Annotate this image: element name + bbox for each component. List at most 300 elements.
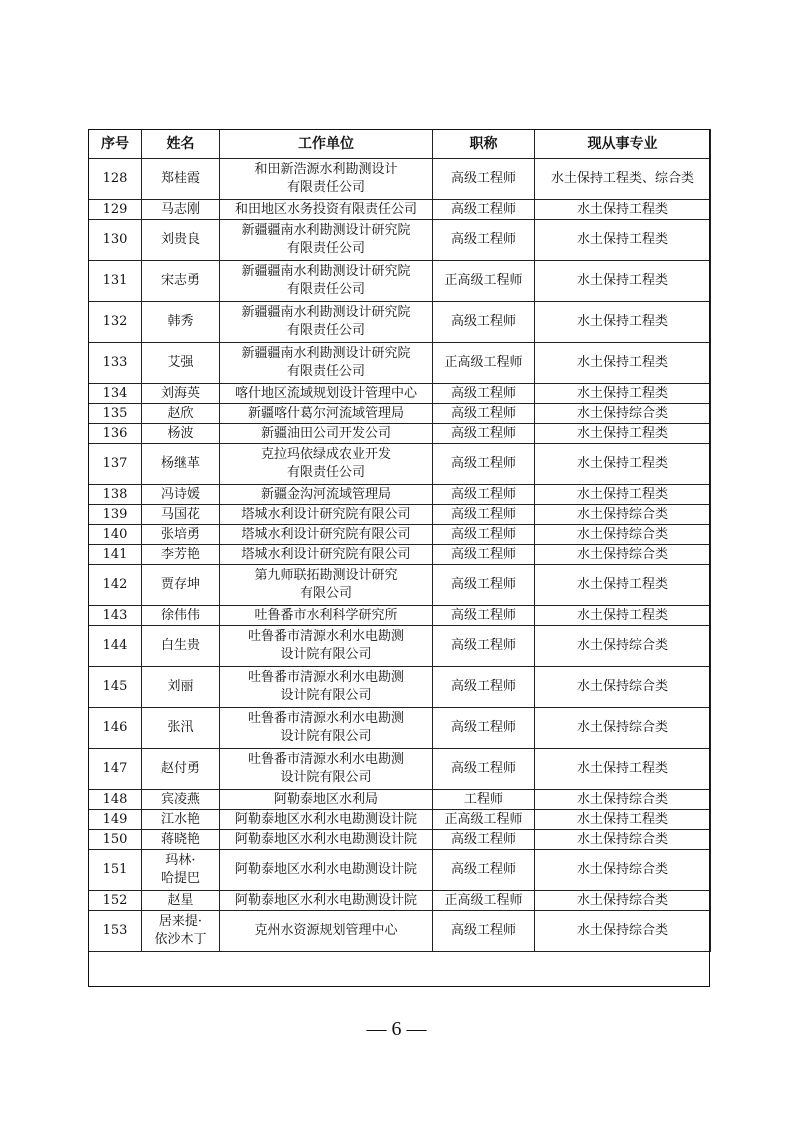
cell-unit-text: 设计院有限公司 [280, 647, 372, 662]
cell-title-text: 高级工程师 [450, 201, 516, 217]
cell-title [433, 708, 535, 749]
cell-unit [220, 891, 433, 911]
cell-name-text: 白生贵 [160, 638, 200, 653]
cell-specialty-text: 水土保持综合类 [576, 923, 668, 938]
cell-specialty [535, 485, 711, 505]
cell-unit [220, 384, 433, 404]
cell-specialty [535, 444, 711, 485]
cell-unit-text: 阿勒泰地区水利局 [273, 791, 378, 807]
cell-name [142, 545, 220, 565]
cell-title [433, 220, 535, 261]
cell-specialty [535, 810, 711, 830]
cell-unit [220, 200, 433, 220]
cell-unit-text: 有限责任公司 [286, 323, 365, 338]
cell-unit-text: 阿勒泰地区水利水电勘测设计院 [234, 862, 417, 877]
table-body [89, 159, 711, 952]
cell-specialty [535, 891, 711, 911]
cell-name-text: 刘贵良 [160, 232, 200, 247]
cell-title-text: 工程师 [463, 791, 503, 807]
cell-serial-text: 130 [102, 232, 128, 247]
cell-serial [89, 159, 142, 200]
cell-serial [89, 424, 142, 444]
cell-specialty [535, 525, 711, 545]
cell-name-text: 郑桂霞 [160, 171, 200, 186]
cell-title-text: 高级工程师 [450, 638, 516, 653]
cell-specialty [535, 626, 711, 667]
cell-unit-text: 阿勒泰地区水利水电勘测设计院 [234, 892, 417, 908]
cell-title [433, 667, 535, 708]
cell-specialty-text: 水土保持综合类 [576, 892, 668, 908]
cell-title-text: 正高级工程师 [444, 892, 523, 908]
cell-serial [89, 708, 142, 749]
cell-specialty-text: 水土保持综合类 [576, 526, 668, 542]
cell-name [142, 424, 220, 444]
cell-title-text: 高级工程师 [450, 506, 516, 522]
cell-title-text: 高级工程师 [450, 425, 516, 441]
table-row [89, 302, 711, 343]
cell-specialty-text: 水土保持综合类 [576, 546, 668, 562]
cell-unit [220, 525, 433, 545]
cell-serial-text: 152 [102, 892, 128, 908]
cell-name-text: 赵欣 [167, 405, 194, 421]
table-row [89, 830, 711, 850]
cell-unit [220, 565, 433, 606]
cell-name-text: 刘丽 [167, 679, 194, 694]
cell-unit-text: 设计院有限公司 [280, 770, 372, 785]
cell-title [433, 830, 535, 850]
cell-unit-text: 吐鲁番市清源水利水电勘测 [247, 752, 404, 767]
cell-specialty-text: 水土保持工程类 [576, 761, 668, 776]
cell-name [142, 626, 220, 667]
cell-specialty [535, 667, 711, 708]
cell-unit-text: 第九师联拓勘测设计研究 [254, 568, 398, 583]
table-row [89, 424, 711, 444]
cell-title-text: 高级工程师 [450, 405, 516, 421]
cell-specialty [535, 261, 711, 302]
table-row [89, 200, 711, 220]
cell-unit [220, 220, 433, 261]
cell-name-text: 依沙木丁 [154, 932, 207, 947]
cell-title [433, 343, 535, 384]
cell-serial-text: 146 [102, 720, 128, 735]
cell-serial-text: 153 [102, 923, 128, 938]
cell-specialty-text: 水土保持综合类 [576, 831, 668, 847]
cell-name [142, 384, 220, 404]
cell-unit-text: 克拉玛依绿成农业开发 [260, 447, 391, 462]
cell-unit-text: 塔城水利设计研究院有限公司 [241, 506, 411, 522]
cell-unit-text: 塔城水利设计研究院有限公司 [241, 526, 411, 542]
cell-unit-text: 吐鲁番市清源水利水电勘测 [247, 670, 404, 685]
cell-unit-text: 设计院有限公司 [280, 688, 372, 703]
cell-name-text: 冯诗媛 [160, 486, 200, 502]
cell-unit-text: 新疆疆南水利勘测设计研究院 [241, 264, 411, 279]
table-row [89, 708, 711, 749]
cell-specialty-text: 水土保持工程类 [576, 385, 668, 401]
table-row [89, 749, 711, 790]
cell-serial-text: 134 [102, 385, 128, 401]
table-row [89, 850, 711, 891]
cell-specialty-text: 水土保持工程类 [576, 355, 668, 370]
cell-title-text: 正高级工程师 [444, 811, 523, 827]
cell-specialty [535, 159, 711, 200]
cell-name-text: 张培勇 [160, 526, 200, 542]
cell-name-text: 江水艳 [160, 811, 200, 827]
cell-name [142, 159, 220, 200]
cell-unit [220, 485, 433, 505]
cell-unit-text: 阿勒泰地区水利水电勘测设计院 [234, 811, 417, 827]
cell-serial [89, 749, 142, 790]
cell-serial [89, 545, 142, 565]
cell-serial [89, 384, 142, 404]
cell-title [433, 159, 535, 200]
cell-title-text: 高级工程师 [450, 385, 516, 401]
cell-name [142, 667, 220, 708]
table-row [89, 911, 711, 952]
cell-unit-text: 有限责任公司 [286, 465, 365, 480]
cell-specialty-text: 水土保持工程类 [576, 577, 668, 592]
cell-serial [89, 830, 142, 850]
cell-specialty-text: 水土保持工程类 [576, 607, 668, 623]
cell-unit-text: 有限责任公司 [286, 241, 365, 256]
cell-serial-text: 149 [102, 811, 128, 827]
cell-specialty [535, 545, 711, 565]
table-row [89, 891, 711, 911]
cell-name [142, 891, 220, 911]
cell-specialty [535, 384, 711, 404]
cell-serial [89, 343, 142, 384]
header-serial: 序号 [89, 130, 142, 159]
cell-specialty-text: 水土保持综合类 [576, 638, 668, 653]
table-row [89, 790, 711, 810]
cell-specialty-text: 水土保持工程类 [576, 486, 668, 502]
cell-serial [89, 606, 142, 626]
cell-specialty [535, 343, 711, 384]
cell-serial-text: 135 [102, 405, 128, 421]
cell-title-text: 高级工程师 [450, 526, 516, 542]
table-row [89, 384, 711, 404]
cell-title [433, 565, 535, 606]
cell-specialty-text: 水土保持综合类 [576, 679, 668, 694]
cell-serial-text: 145 [102, 679, 128, 694]
cell-serial-text: 131 [102, 273, 128, 288]
header-specialty: 现从事专业 [535, 130, 711, 159]
cell-title [433, 485, 535, 505]
cell-title-text: 高级工程师 [450, 232, 516, 247]
cell-title [433, 891, 535, 911]
cell-specialty-text: 水土保持工程类 [576, 314, 668, 329]
cell-name-text: 韩秀 [167, 314, 194, 329]
cell-specialty [535, 606, 711, 626]
cell-specialty [535, 505, 711, 525]
cell-unit-text: 新疆油田公司开发公司 [260, 425, 391, 441]
header-title: 职称 [433, 130, 535, 159]
cell-serial [89, 790, 142, 810]
cell-unit [220, 545, 433, 565]
cell-serial [89, 444, 142, 485]
cell-serial-text: 144 [102, 638, 128, 653]
cell-serial [89, 220, 142, 261]
table-row [89, 485, 711, 505]
cell-title-text: 高级工程师 [450, 761, 516, 776]
cell-specialty [535, 850, 711, 891]
table-row [89, 606, 711, 626]
cell-unit [220, 708, 433, 749]
cell-name [142, 220, 220, 261]
cell-unit-text: 新疆喀什葛尔河流域管理局 [247, 405, 404, 421]
cell-unit-text: 和田地区水务投资有限责任公司 [234, 201, 417, 217]
cell-specialty-text: 水土保持工程类 [576, 456, 668, 471]
table-row [89, 404, 711, 424]
cell-unit-text: 克州水资源规划管理中心 [254, 923, 398, 938]
cell-specialty [535, 790, 711, 810]
cell-serial [89, 911, 142, 952]
cell-serial [89, 565, 142, 606]
cell-specialty-text: 水土保持工程类 [576, 425, 668, 441]
cell-title [433, 505, 535, 525]
cell-name [142, 302, 220, 343]
cell-serial-text: 128 [102, 171, 128, 186]
table-row [89, 343, 711, 384]
cell-title [433, 404, 535, 424]
cell-unit [220, 404, 433, 424]
table-row [89, 545, 711, 565]
cell-title-text: 高级工程师 [450, 862, 516, 877]
cell-name [142, 565, 220, 606]
cell-name-text: 杨波 [167, 425, 194, 441]
cell-serial-text: 143 [102, 607, 128, 623]
cell-serial-text: 150 [102, 831, 128, 847]
cell-specialty [535, 302, 711, 343]
cell-specialty-text: 水土保持工程类 [576, 201, 668, 217]
cell-serial [89, 261, 142, 302]
cell-name [142, 708, 220, 749]
cell-serial-text: 151 [102, 862, 128, 877]
cell-unit-text: 新疆疆南水利勘测设计研究院 [241, 346, 411, 361]
cell-serial [89, 505, 142, 525]
cell-specialty-text: 水土保持综合类 [576, 791, 668, 807]
cell-unit [220, 626, 433, 667]
cell-serial-text: 140 [102, 526, 128, 542]
cell-specialty-text: 水土保持综合类 [576, 506, 668, 522]
cell-unit-text: 阿勒泰地区水利水电勘测设计院 [234, 831, 417, 847]
cell-name-text: 李芳艳 [160, 546, 200, 562]
table-row [89, 626, 711, 667]
cell-serial [89, 850, 142, 891]
cell-unit [220, 444, 433, 485]
cell-name [142, 830, 220, 850]
page-number: — 6 — [366, 1018, 427, 1040]
cell-name [142, 404, 220, 424]
cell-title [433, 790, 535, 810]
cell-name-text: 蒋晓艳 [160, 831, 200, 847]
cell-serial [89, 891, 142, 911]
cell-unit [220, 667, 433, 708]
cell-name-text: 居来提· [158, 914, 203, 929]
cell-name-text: 赵付勇 [160, 761, 200, 776]
cell-title [433, 525, 535, 545]
cell-unit-text: 吐鲁番市清源水利水电勘测 [247, 711, 404, 726]
cell-specialty-text: 水土保持工程类 [576, 811, 668, 827]
cell-serial [89, 200, 142, 220]
cell-title-text: 高级工程师 [450, 171, 516, 186]
cell-name [142, 810, 220, 830]
cell-title-text: 高级工程师 [450, 314, 516, 329]
cell-unit [220, 159, 433, 200]
table-row [89, 810, 711, 830]
cell-name [142, 606, 220, 626]
cell-serial [89, 404, 142, 424]
cell-serial-text: 141 [102, 546, 128, 562]
cell-specialty [535, 708, 711, 749]
cell-unit-text: 有限责任公司 [286, 180, 365, 195]
cell-unit-text: 新疆疆南水利勘测设计研究院 [241, 305, 411, 320]
cell-unit-text: 吐鲁番市水利科学研究所 [254, 607, 398, 623]
cell-serial-text: 148 [102, 791, 128, 807]
header-name: 姓名 [142, 130, 220, 159]
cell-specialty [535, 404, 711, 424]
table-row [89, 505, 711, 525]
cell-unit [220, 911, 433, 952]
table-row [89, 261, 711, 302]
cell-name [142, 525, 220, 545]
cell-specialty-text: 水土保持综合类 [576, 720, 668, 735]
cell-unit [220, 810, 433, 830]
cell-title-text: 正高级工程师 [444, 273, 523, 288]
cell-serial-text: 147 [102, 761, 128, 776]
cell-title-text: 高级工程师 [450, 607, 516, 623]
cell-serial [89, 626, 142, 667]
cell-title [433, 911, 535, 952]
cell-title-text: 高级工程师 [450, 456, 516, 471]
cell-title [433, 545, 535, 565]
cell-name-text: 哈提巴 [160, 871, 200, 886]
cell-name [142, 444, 220, 485]
cell-name [142, 505, 220, 525]
cell-title [433, 384, 535, 404]
cell-specialty-text: 水土保持工程类、综合类 [550, 171, 694, 186]
cell-name [142, 200, 220, 220]
cell-name [142, 261, 220, 302]
cell-name [142, 485, 220, 505]
cell-specialty-text: 水土保持工程类 [576, 273, 668, 288]
cell-specialty [535, 424, 711, 444]
cell-serial-text: 139 [102, 506, 128, 522]
table-row [89, 444, 711, 485]
cell-serial [89, 525, 142, 545]
cell-title-text: 高级工程师 [450, 486, 516, 502]
cell-serial-text: 132 [102, 314, 128, 329]
cell-name-text: 宋志勇 [160, 273, 200, 288]
cell-title [433, 200, 535, 220]
cell-serial-text: 138 [102, 486, 128, 502]
header-unit: 工作单位 [220, 130, 433, 159]
cell-serial-text: 136 [102, 425, 128, 441]
cell-serial-text: 133 [102, 355, 128, 370]
cell-title [433, 810, 535, 830]
table-row [89, 220, 711, 261]
personnel-table [88, 129, 711, 952]
cell-specialty-text: 水土保持工程类 [576, 232, 668, 247]
cell-specialty-text: 水土保持综合类 [576, 862, 668, 877]
cell-serial-text: 137 [102, 456, 128, 471]
cell-title [433, 424, 535, 444]
cell-name-text: 杨继革 [160, 456, 200, 471]
cell-unit [220, 302, 433, 343]
table-row [89, 667, 711, 708]
cell-unit [220, 261, 433, 302]
cell-title [433, 606, 535, 626]
cell-unit [220, 850, 433, 891]
table-row [89, 525, 711, 545]
cell-serial-text: 142 [102, 577, 128, 592]
cell-unit [220, 424, 433, 444]
cell-title-text: 高级工程师 [450, 679, 516, 694]
cell-serial [89, 485, 142, 505]
cell-name-text: 张汛 [167, 720, 194, 735]
cell-unit-text: 吐鲁番市清源水利水电勘测 [247, 629, 404, 644]
cell-name-text: 贾存坤 [160, 577, 200, 592]
cell-specialty-text: 水土保持综合类 [576, 405, 668, 421]
cell-unit-text: 喀什地区流域规划设计管理中心 [234, 385, 417, 401]
cell-title-text: 高级工程师 [450, 720, 516, 735]
cell-specialty [535, 830, 711, 850]
cell-name-text: 赵星 [167, 892, 194, 908]
cell-name-text: 玛林· [165, 853, 196, 868]
cell-unit [220, 830, 433, 850]
table-row [89, 565, 711, 606]
cell-unit-text: 有限责任公司 [286, 364, 365, 379]
cell-specialty [535, 911, 711, 952]
cell-name [142, 911, 220, 952]
cell-unit [220, 749, 433, 790]
cell-title-text: 正高级工程师 [444, 355, 523, 370]
cell-title-text: 高级工程师 [450, 546, 516, 562]
cell-name [142, 850, 220, 891]
cell-name-text: 艾强 [167, 355, 194, 370]
cell-unit [220, 606, 433, 626]
cell-specialty [535, 200, 711, 220]
cell-unit-text: 设计院有限公司 [280, 729, 372, 744]
cell-title [433, 749, 535, 790]
cell-unit [220, 790, 433, 810]
cell-name [142, 790, 220, 810]
cell-name-text: 徐伟伟 [160, 607, 200, 623]
cell-unit-text: 有限责任公司 [286, 282, 365, 297]
cell-unit-text: 新疆金沟河流域管理局 [260, 486, 391, 502]
cell-title [433, 261, 535, 302]
cell-serial [89, 810, 142, 830]
cell-title [433, 850, 535, 891]
cell-name [142, 343, 220, 384]
cell-name-text: 马国花 [160, 506, 200, 522]
cell-unit-text: 新疆疆南水利勘测设计研究院 [241, 223, 411, 238]
table-row [89, 159, 711, 200]
cell-title-text: 高级工程师 [450, 831, 516, 847]
cell-name-text: 刘海英 [160, 385, 200, 401]
cell-unit-text: 有限公司 [299, 586, 352, 601]
cell-specialty [535, 565, 711, 606]
cell-title [433, 444, 535, 485]
cell-serial-text: 129 [102, 201, 128, 217]
cell-specialty [535, 220, 711, 261]
cell-specialty [535, 749, 711, 790]
cell-unit-text: 和田新浩源水利勘测设计 [254, 162, 398, 177]
cell-title-text: 高级工程师 [450, 577, 516, 592]
cell-unit-text: 塔城水利设计研究院有限公司 [241, 546, 411, 562]
cell-serial [89, 302, 142, 343]
cell-name [142, 749, 220, 790]
table-header-row [89, 130, 711, 159]
